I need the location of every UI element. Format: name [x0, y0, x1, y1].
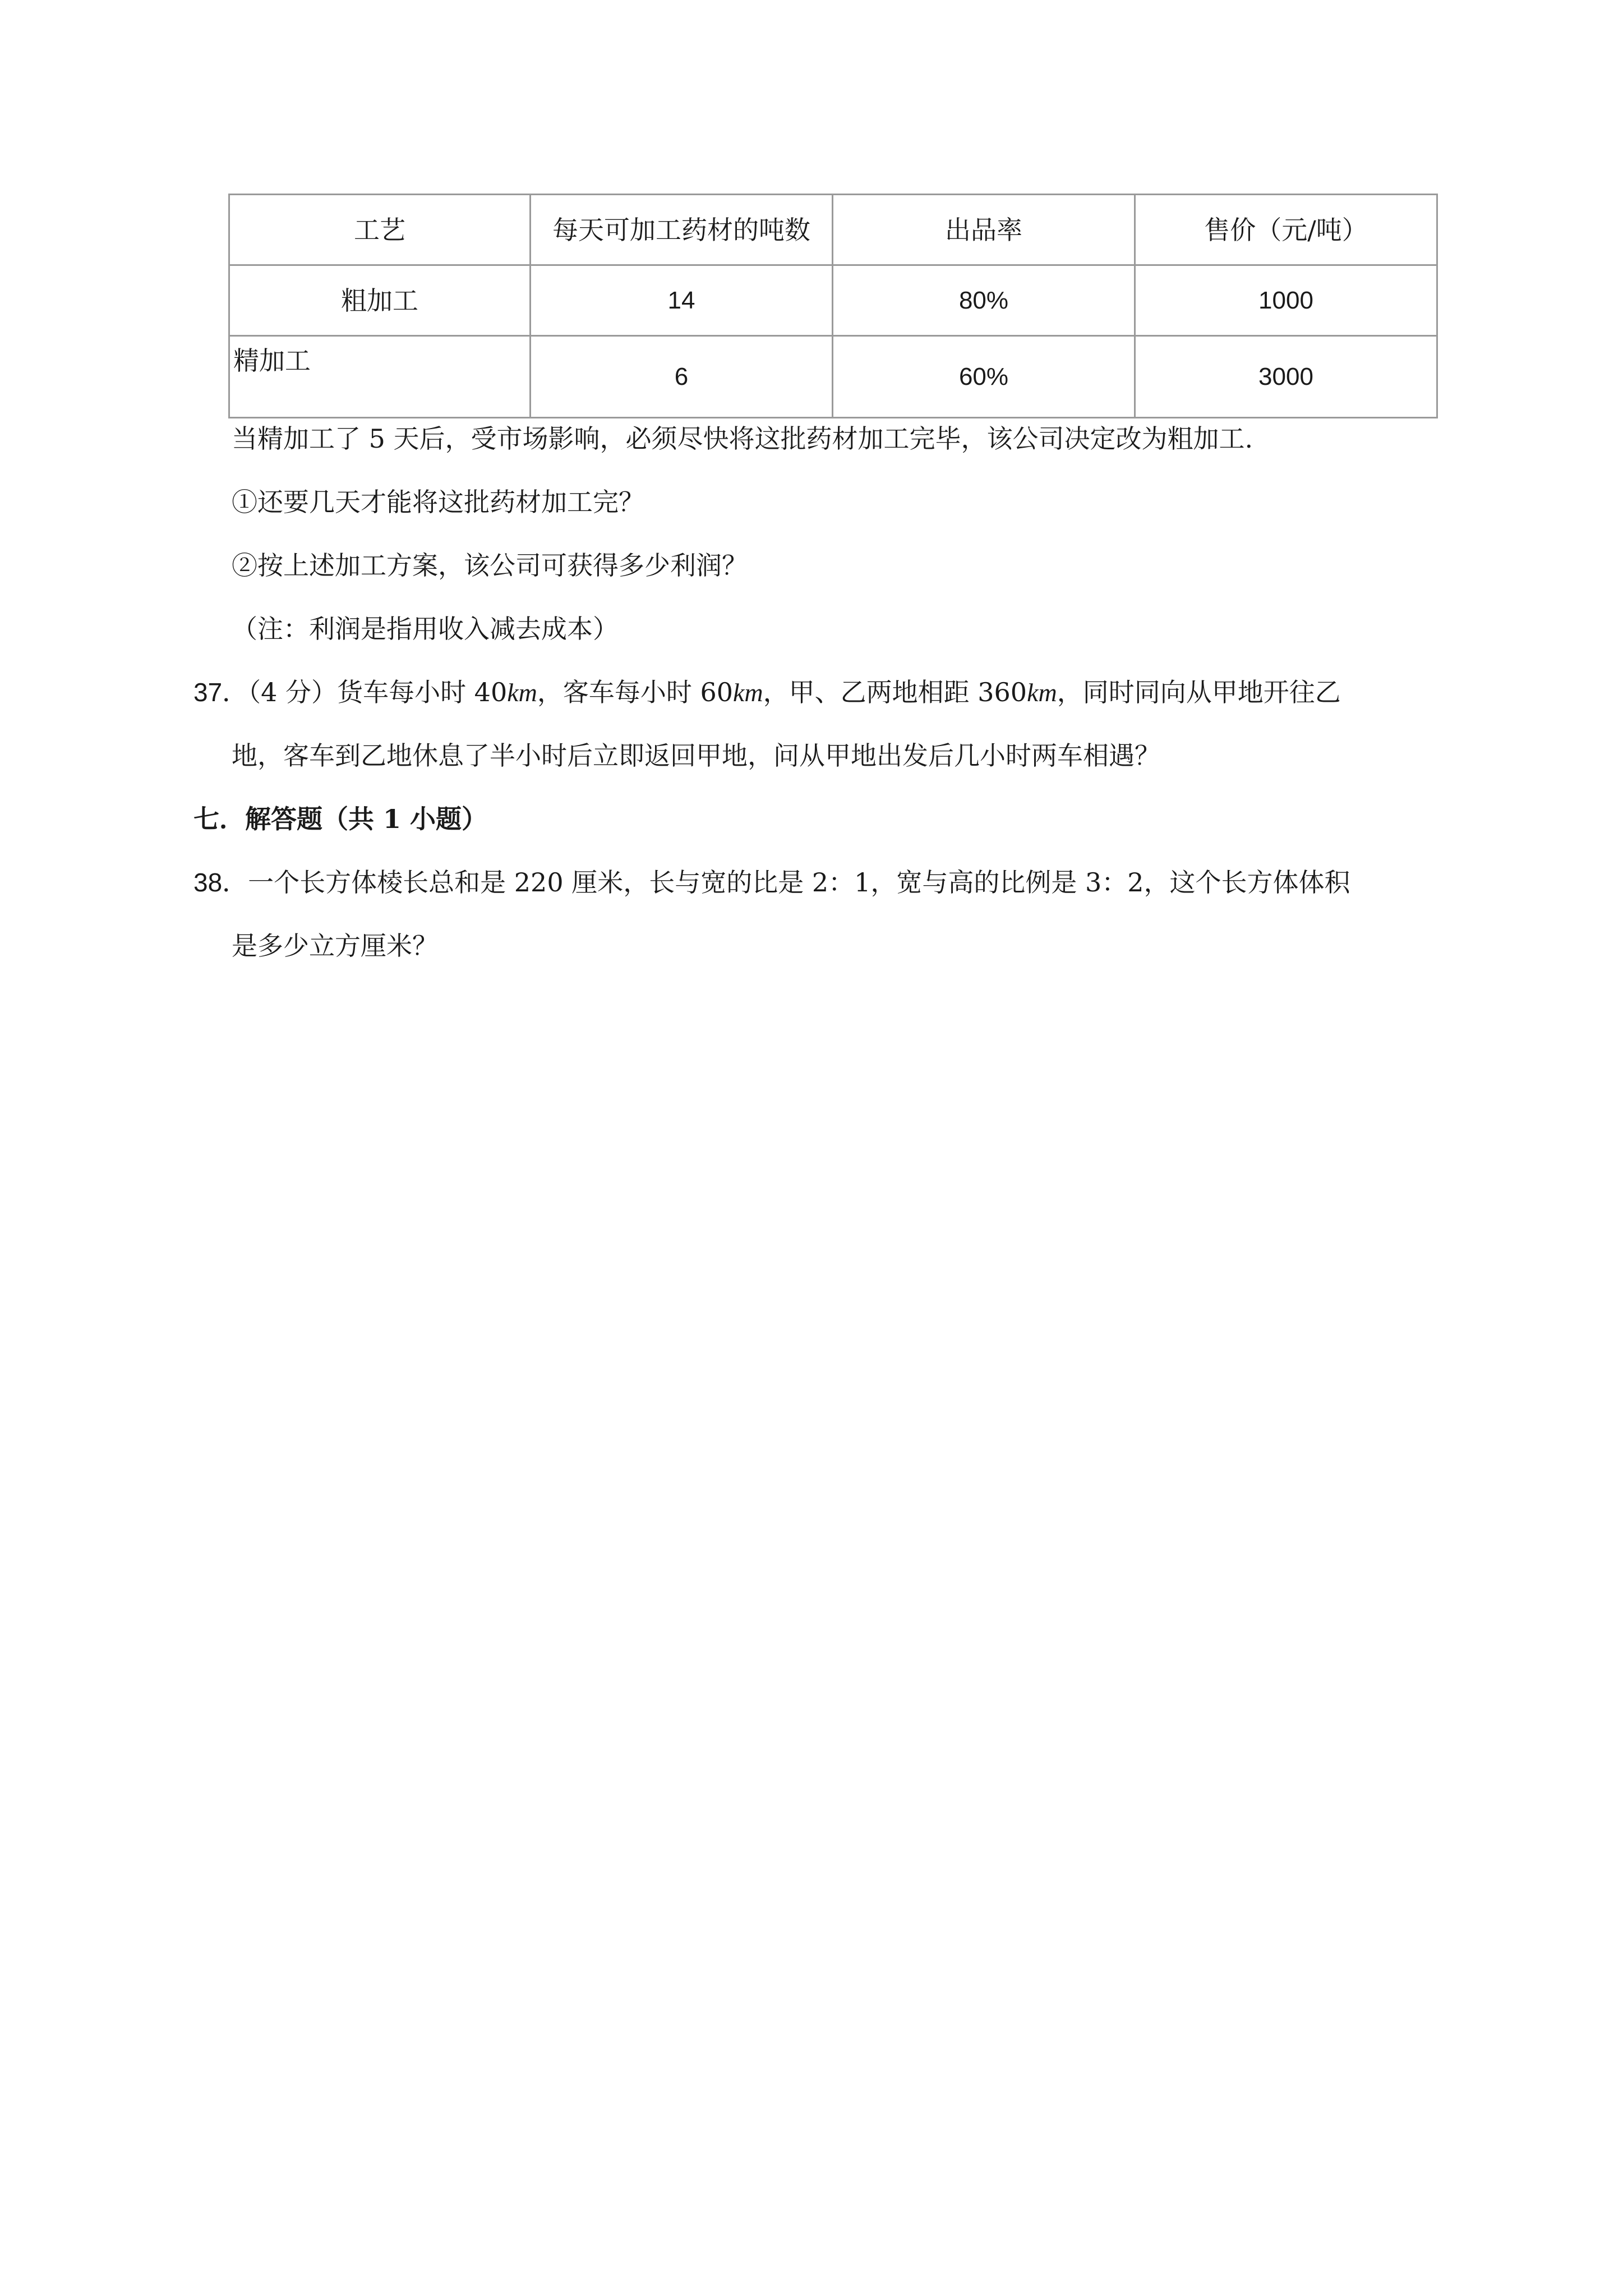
unit-km: km [1027, 678, 1057, 707]
table-cell: 1000 [1135, 265, 1437, 336]
q37-line1 [193, 679, 1341, 706]
q37-line2: 地，客车到乙地休息了半小时后立即返回甲地，问从甲地出发后几小时两车相遇？ [232, 740, 1160, 771]
q37-text: ，甲、乙两地相距 360 [763, 677, 1027, 707]
table-row [229, 336, 1437, 418]
q36-part2: ②按上述加工方案，该公司可获得多少利润？ [232, 550, 748, 581]
table-cell: 粗加工 [229, 265, 531, 336]
unit-km: km [733, 678, 763, 707]
processing-table [228, 194, 1438, 418]
q37-text: 货车每小时 40 [337, 677, 508, 707]
q38-line2: 是多少立方厘米？ [232, 931, 438, 961]
section-title: 七．解答题（共 1 小题） [193, 804, 488, 834]
q36-note: （注：利润是指用收入减去成本） [232, 614, 619, 644]
table-header-cell: 出品率 [833, 195, 1135, 265]
q38-text: 一个长方体棱长总和是 220 厘米，长与宽的比是 2：1，宽与高的比例是 3：2，这个长方体体积 [248, 867, 1350, 898]
table-cell: 6 [531, 336, 833, 418]
question-score: （4 分） [248, 677, 338, 707]
table-header-cell: 每天可加工药材的吨数 [531, 195, 833, 265]
table-cell: 14 [531, 265, 833, 336]
table-cell: 60% [833, 336, 1135, 418]
table-row [229, 265, 1437, 336]
table-cell: 80% [833, 265, 1135, 336]
unit-km: km [507, 678, 537, 707]
q36-condition: 当精加工了 5 天后，受市场影响，必须尽快将这批药材加工完毕，该公司决定改为粗加工. [232, 424, 1253, 454]
q37-text: ，客车每小时 60 [537, 677, 734, 707]
table-cell: 3000 [1135, 336, 1437, 418]
q37-text: ，同时同向从甲地开往乙 [1057, 677, 1341, 707]
table-header-cell: 售价（元/吨） [1135, 195, 1437, 265]
table-cell: 精加工 [229, 336, 531, 418]
table-header-cell: 工艺 [229, 195, 531, 265]
q38-line1 [193, 867, 1350, 898]
question-number: 37． [193, 678, 248, 707]
q36-part1: ①还要几天才能将这批药材加工完？ [232, 487, 644, 517]
table-header-row [229, 195, 1437, 265]
question-number: 38． [193, 868, 248, 897]
